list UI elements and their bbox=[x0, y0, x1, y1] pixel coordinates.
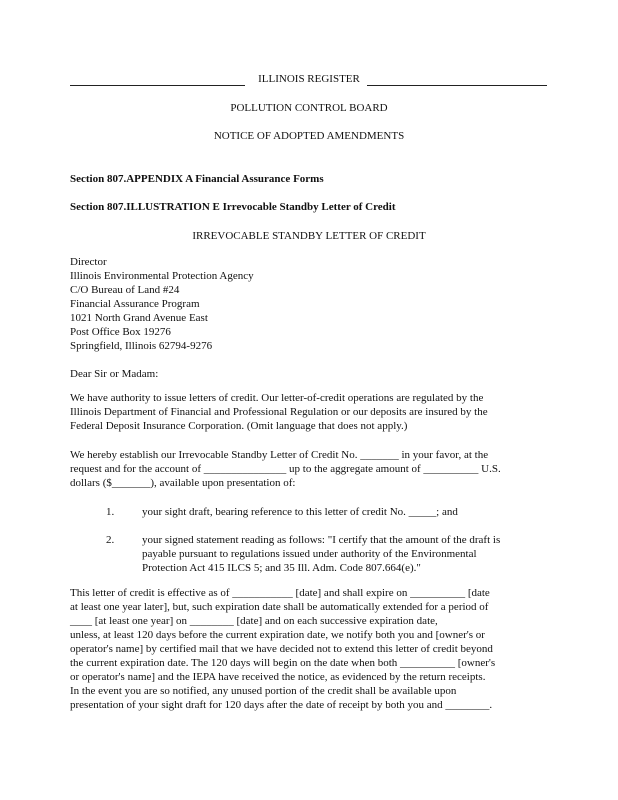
address-line: Springfield, Illinois 62794-9276 bbox=[70, 340, 213, 352]
section-appendix-heading: Section 807.APPENDIX A Financial Assurance Forms bbox=[70, 173, 324, 185]
address-line: Financial Assurance Program bbox=[70, 298, 200, 310]
paragraph-line: dollars ($_______), available upon presentation of: bbox=[70, 477, 296, 489]
item-line: payable pursuant to regulations issued under authority of the Environmental bbox=[142, 548, 477, 560]
authority-paragraph bbox=[70, 391, 550, 433]
establish-paragraph bbox=[70, 448, 550, 490]
item-number: 1. bbox=[106, 506, 115, 518]
paragraph-line: operator's name] by certified mail that we have decided not to extend this letter of credit beyond bbox=[70, 643, 493, 655]
paragraph-line: This letter of credit is effective as of ___________ [date] and shall expire on __________ [date bbox=[70, 587, 490, 599]
paragraph-line: In the event you are so notified, any unused portion of the credit shall be available upon bbox=[70, 685, 457, 697]
item-sight-draft bbox=[142, 505, 542, 519]
paragraph-line: the current expiration date. The 120 days will begin on the date when both __________ [owner's bbox=[70, 657, 496, 669]
item-line: your sight draft, bearing reference to this letter of credit No. _____; and bbox=[142, 506, 458, 518]
address-line: 1021 North Grand Avenue East bbox=[70, 312, 208, 324]
item-number: 2. bbox=[106, 534, 115, 546]
address-block bbox=[70, 255, 550, 353]
address-line: Director bbox=[70, 256, 107, 268]
address-line: C/O Bureau of Land #24 bbox=[70, 284, 180, 296]
paragraph-line: presentation of your sight draft for 120 days after the date of receipt by both you and ________. bbox=[70, 699, 493, 711]
salutation: Dear Sir or Madam: bbox=[70, 368, 159, 380]
paragraph-line: ____ [at least one year] on ________ [date] and on each successive expiration date, bbox=[70, 615, 438, 627]
paragraph-line: Federal Deposit Insurance Corporation. (Omit language that does not apply.) bbox=[70, 420, 408, 432]
header-rule-right bbox=[367, 85, 547, 86]
section-illustration-heading: Section 807.ILLUSTRATION E Irrevocable Standby Letter of Credit bbox=[70, 201, 396, 213]
item-signed-statement bbox=[142, 533, 542, 575]
paragraph-line: request and for the account of _______________ up to the aggregate amount of __________ U.S. bbox=[70, 463, 501, 475]
form-title: IRREVOCABLE STANDBY LETTER OF CREDIT bbox=[192, 230, 426, 242]
item-line: your signed statement reading as follows: "I certify that the amount of the draft is bbox=[142, 534, 501, 546]
effective-date-paragraph bbox=[70, 586, 550, 712]
board-title: POLLUTION CONTROL BOARD bbox=[230, 102, 388, 114]
address-line: Post Office Box 19276 bbox=[70, 326, 171, 338]
register-title: ILLINOIS REGISTER bbox=[258, 73, 360, 85]
paragraph-line: at least one year later], but, such expiration date shall be automatically extended for a period of bbox=[70, 601, 489, 613]
paragraph-line: unless, at least 120 days before the current expiration date, we notify both you and [owner's or bbox=[70, 629, 485, 641]
paragraph-line: Illinois Department of Financial and Professional Regulation or our deposits are insured by the bbox=[70, 406, 488, 418]
paragraph-line: or operator's name] and the IEPA have received the notice, as evidenced by the return receipts. bbox=[70, 671, 486, 683]
address-line: Illinois Environmental Protection Agency bbox=[70, 270, 254, 282]
paragraph-line: We hereby establish our Irrevocable Standby Letter of Credit No. _______ in your favor, at the bbox=[70, 449, 489, 461]
paragraph-line: We have authority to issue letters of credit. Our letter-of-credit operations are regulated by the bbox=[70, 392, 484, 404]
notice-title: NOTICE OF ADOPTED AMENDMENTS bbox=[213, 130, 405, 142]
item-line: Protection Act 415 ILCS 5; and 35 Ill. Adm. Code 807.664(e)." bbox=[142, 562, 421, 574]
